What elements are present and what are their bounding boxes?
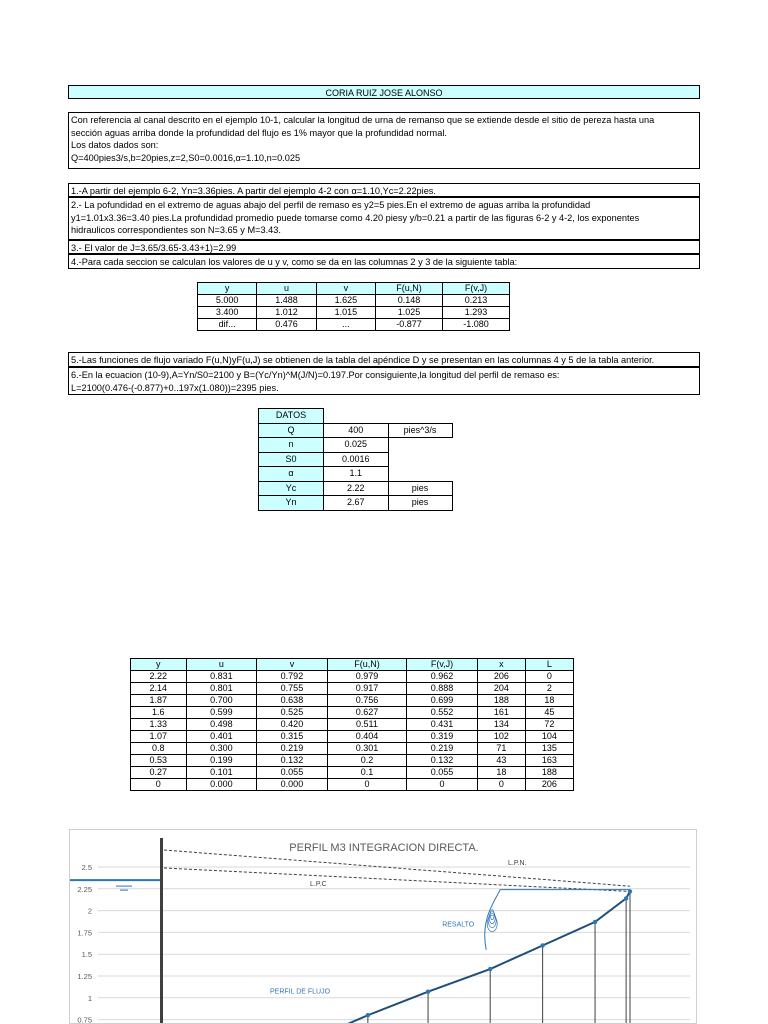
cell: 0.962 (407, 671, 478, 683)
table-row (131, 719, 574, 731)
data-point (426, 989, 430, 993)
cell: 0.525 (257, 707, 328, 719)
cell: 1.33 (131, 719, 187, 731)
datos-value: 0.0016 (324, 452, 389, 467)
cell: 1.07 (131, 731, 187, 743)
cell: 135 (525, 743, 573, 755)
jump-curve (485, 890, 630, 950)
datos-unit (388, 452, 452, 467)
step-2-line: 2.- La pofundidad en el extremo de aguas abajo del perfil de remaso es y2=5 pies.En el extremo de aguas arriba la profundidad (71, 200, 591, 210)
cell: 134 (477, 719, 525, 731)
cell: 0.1 (327, 767, 406, 779)
cell: 18 (525, 695, 573, 707)
cell: 0.431 (407, 719, 478, 731)
step-2 (68, 197, 700, 240)
y-tick-label: 1.25 (77, 972, 92, 981)
datos-label: Q (259, 423, 324, 438)
table-row (198, 319, 510, 331)
cell: 0 (131, 779, 187, 791)
profile-table (130, 658, 574, 791)
cell: 0.888 (407, 683, 478, 695)
table-row (131, 683, 574, 695)
cell: 0.476 (257, 319, 316, 331)
problem-line: sección aguas arriba donde la profundidad del flujo es 1% mayor que la profundidad normal. (71, 127, 447, 138)
problem-statement (68, 112, 700, 169)
cell: 0 (327, 779, 406, 791)
step-5: 5.-Las funciones de flujo variado F(u,N)yF(u,J) se obtienen de la tabla del apéndice D y se presentan en las columnas 4 y 5 de la tabla anterior. (68, 352, 700, 367)
y-tick-label: 2.25 (77, 884, 92, 894)
col-header: v (316, 283, 375, 295)
resalto-label: RESALTO (442, 921, 475, 929)
cell: 1.87 (131, 695, 187, 707)
cell: 0.599 (186, 707, 257, 719)
datos-label: α (259, 467, 324, 482)
cell: 1.625 (316, 295, 375, 307)
step-2-line: y1=1.01x3.36=3.40 pies.La profundidad promedio puede tomarse como 4.20 piesy y/b=0.21 a partir de las figuras 6-2 y 4-2, los exponentes (71, 212, 640, 223)
lpn-label: L.P.N. (508, 860, 527, 867)
cell: 2.14 (131, 683, 187, 695)
table-row (131, 767, 574, 779)
cell: 0.552 (407, 707, 478, 719)
cell: 0.219 (257, 743, 328, 755)
cell: 0.000 (186, 779, 257, 791)
cell: 0.401 (186, 731, 257, 743)
table-row (131, 755, 574, 767)
problem-line: Q=400pies3/s,b=20pies,z=2,S0=0.0016,α=1.10,n=0.025 (71, 152, 301, 163)
data-point (628, 889, 632, 893)
y-tick-label: 2 (87, 906, 92, 916)
cell: 0.219 (407, 743, 478, 755)
datos-unit: pies (388, 496, 452, 511)
datos-value: 2.22 (324, 481, 389, 496)
table-row (131, 671, 574, 683)
cell: 163 (525, 755, 573, 767)
cell: 0.404 (327, 731, 406, 743)
cell: 0.319 (407, 731, 478, 743)
data-point (593, 920, 597, 924)
step-6 (68, 367, 700, 395)
cell: 0.627 (327, 707, 406, 719)
cell: 0.101 (186, 767, 257, 779)
col-header: F(v,J) (407, 659, 478, 671)
datos-label: S0 (259, 452, 324, 467)
cell: ... (316, 319, 375, 331)
cell: 0.199 (186, 755, 257, 767)
chart-svg (70, 830, 697, 1024)
jump-swirl (490, 910, 494, 920)
lpc-label: L.P.C (310, 881, 327, 888)
cell: 1.015 (316, 307, 375, 319)
step-4: 4.-Para cada seccion se calculan los valores de u y v, como se da en las columnas 2 y 3 de la siguiente tabla: (68, 254, 700, 269)
cell: 0.300 (186, 743, 257, 755)
cell: 0.148 (376, 295, 443, 307)
cell: 0.638 (257, 695, 328, 707)
y-tick-label: 1 (87, 993, 92, 1003)
col-header: L (525, 659, 573, 671)
table-row (131, 707, 574, 719)
cell: 71 (477, 743, 525, 755)
profile-chart (69, 829, 697, 1024)
col-header: v (257, 659, 328, 671)
cell: 0.420 (257, 719, 328, 731)
cell: 0.132 (257, 755, 328, 767)
lpn-line (164, 850, 630, 886)
cell: 1.012 (257, 307, 316, 319)
y-tick-label: 2.5 (81, 863, 92, 872)
datos-label: Yc (259, 481, 324, 496)
data-point (540, 943, 544, 947)
cell: 0.315 (257, 731, 328, 743)
cell: 1.6 (131, 707, 187, 719)
datos-title: DATOS (259, 409, 324, 424)
col-header: x (477, 659, 525, 671)
cell: 0.27 (131, 767, 187, 779)
cell: -0.877 (376, 319, 443, 331)
cell: 2.22 (131, 671, 187, 683)
cell: 0.301 (327, 743, 406, 755)
page-title: CORIA RUIZ JOSE ALONSO (68, 85, 700, 99)
step-2-line: hidraulicos correspondientes son N=3.65 y M=3.43. (71, 225, 281, 236)
cell: 204 (477, 683, 525, 695)
cell: 0.2 (327, 755, 406, 767)
cell: 43 (477, 755, 525, 767)
cell: 188 (525, 767, 573, 779)
step-6-line: L=2100(0.476-(-0.877)+0..197x(1.080))=2395 pies. (71, 382, 279, 393)
cell: 188 (477, 695, 525, 707)
col-header: y (198, 283, 257, 295)
datos-table (258, 408, 453, 511)
data-point (366, 1013, 370, 1017)
lpc-line (164, 868, 630, 891)
cell: -1.080 (443, 319, 510, 331)
y-tick-label: 0.75 (77, 1015, 92, 1024)
series-line (230, 891, 630, 1024)
col-header: F(v,J) (443, 283, 510, 295)
table-row (259, 496, 453, 511)
cell: 0.53 (131, 755, 187, 767)
cell: 0.979 (327, 671, 406, 683)
table-row (198, 295, 510, 307)
datos-unit (388, 438, 452, 453)
cell: 0.831 (186, 671, 257, 683)
table-row (131, 731, 574, 743)
cell: 0.917 (327, 683, 406, 695)
y-tick-label: 1.5 (81, 950, 92, 960)
table-row (259, 452, 453, 467)
cell: 0.132 (407, 755, 478, 767)
cell: 0 (477, 779, 525, 791)
cell: 2 (525, 683, 573, 695)
chart-title: PERFIL M3 INTEGRACION DIRECTA. (289, 842, 479, 854)
cell: 0.755 (257, 683, 328, 695)
datos-value: 0.025 (324, 438, 389, 453)
table-row (259, 438, 453, 453)
table-row (259, 467, 453, 482)
step-6-line: 6.-En la ecuacion (10-9),A=Yn/S0=2100 y B=(Yc/Yn)^M(J/N)=0.197.Por consiguiente,la longitud del perfil de remaso es: (71, 370, 560, 380)
cell: 1.488 (257, 295, 316, 307)
perfil-label: PERFIL DE FLUJO (270, 988, 331, 996)
uv-table (197, 282, 510, 331)
cell: 0.8 (131, 743, 187, 755)
col-header: F(u,N) (327, 659, 406, 671)
data-point (488, 967, 492, 971)
datos-unit: pies^3/s (388, 423, 452, 438)
cell: 5.000 (198, 295, 257, 307)
datos-value: 2.67 (324, 496, 389, 511)
table-row (259, 481, 453, 496)
problem-line: Con referencia al canal descrito en el ejemplo 10-1, calcular la longitud de urna de remanso que se extiende desde el sitio de pereza hasta una (71, 115, 655, 125)
cell: 102 (477, 731, 525, 743)
step-3: 3.- El valor de J=3.65/3.65-3.43+1)=2.99 (68, 240, 700, 254)
cell: 72 (525, 719, 573, 731)
table-row (259, 423, 453, 438)
cell: 0.700 (186, 695, 257, 707)
datos-value: 400 (324, 423, 389, 438)
cell: 0.055 (257, 767, 328, 779)
col-header: u (257, 283, 316, 295)
cell: 0 (407, 779, 478, 791)
table-row (198, 307, 510, 319)
col-header: u (186, 659, 257, 671)
cell: 0.699 (407, 695, 478, 707)
cell: 45 (525, 707, 573, 719)
cell: 161 (477, 707, 525, 719)
datos-unit: pies (388, 481, 452, 496)
table-row (131, 695, 574, 707)
problem-line: Los datos dados son: (71, 140, 159, 151)
cell: dif... (198, 319, 257, 331)
col-header: F(u,N) (376, 283, 443, 295)
cell: 0.756 (327, 695, 406, 707)
cell: 0.055 (407, 767, 478, 779)
col-header: y (131, 659, 187, 671)
cell: 0.213 (443, 295, 510, 307)
cell: 1.025 (376, 307, 443, 319)
cell: 0 (525, 671, 573, 683)
cell: 104 (525, 731, 573, 743)
step-1: 1.-A partir del ejemplo 6-2, Yn=3.36pies. A partir del ejemplo 4-2 con α=1.10,Yc=2.22pies. (68, 183, 700, 197)
data-point (624, 896, 628, 900)
cell: 0.511 (327, 719, 406, 731)
gate-wall (160, 838, 163, 1024)
table-row (131, 779, 574, 791)
cell: 1.293 (443, 307, 510, 319)
cell: 0.801 (186, 683, 257, 695)
cell: 206 (525, 779, 573, 791)
cell: 206 (477, 671, 525, 683)
cell: 18 (477, 767, 525, 779)
cell: 0.792 (257, 671, 328, 683)
datos-label: n (259, 438, 324, 453)
cell: 3.400 (198, 307, 257, 319)
table-row (131, 743, 574, 755)
datos-value: 1.1 (324, 467, 389, 482)
y-tick-label: 1.75 (77, 928, 92, 938)
cell: 0.498 (186, 719, 257, 731)
cell: 0.000 (257, 779, 328, 791)
datos-unit (388, 467, 452, 482)
datos-label: Yn (259, 496, 324, 511)
